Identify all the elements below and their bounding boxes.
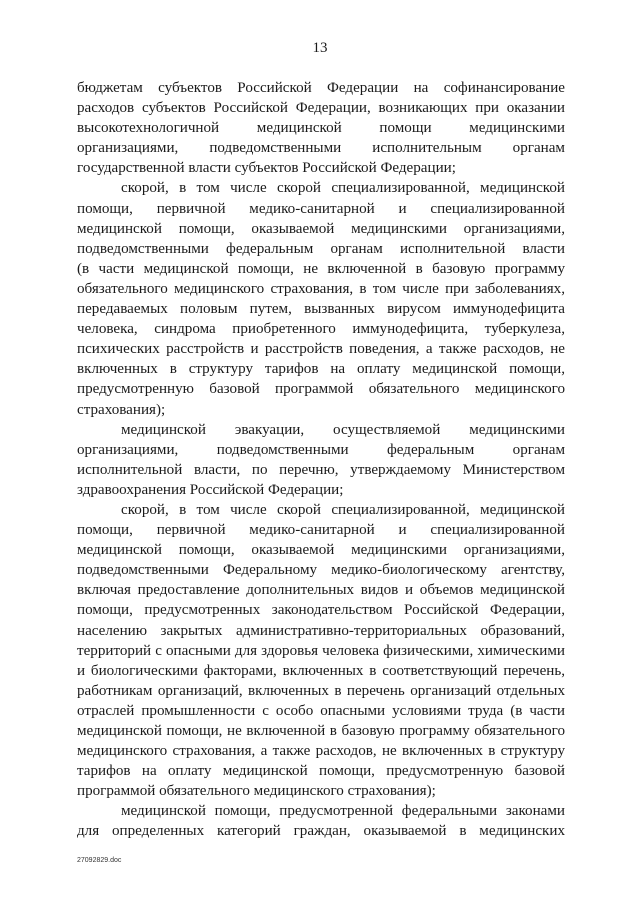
text-line: передаваемых половым путем, вызванных вирусом иммунодефицита	[77, 301, 565, 318]
text-line: бюджетам субъектов Российской Федерации на софинансирование	[77, 80, 565, 96]
text-line: работникам организаций, включенных в перечень организаций отдельных	[77, 682, 565, 699]
text-line: для определенных категорий граждан, оказываемой в медицинских	[77, 823, 565, 840]
text-line: скорой, в том числе скорой специализированной, медицинской	[121, 180, 565, 197]
text-line: тарифов на оплату медицинской помощи, предусмотренную базовой	[77, 763, 565, 780]
text-line: здравоохранения Российской Федерации;	[77, 481, 344, 498]
text-line: отраслей промышленности с особо опасными условиями труда (в части	[77, 702, 565, 719]
text-line: высокотехнологичной медицинской помощи медицинскими	[77, 120, 565, 137]
text-line: включенных в структуру тарифов на оплату медицинской помощи,	[77, 361, 565, 378]
text-line: медицинской помощи, предусмотренной федеральными законами	[121, 803, 565, 820]
text-line: включая предоставление дополнительных видов и объемов медицинской	[77, 582, 565, 599]
text-line: скорой, в том числе скорой специализированной, медицинской	[121, 501, 565, 518]
text-line: и биологическими факторами, включенных в соответствующий перечень,	[77, 662, 565, 679]
text-line: государственной власти субъектов Российской Федерации;	[77, 160, 456, 177]
text-line: человека, синдрома приобретенного иммунодефицита, туберкулеза,	[77, 321, 565, 338]
page-number: 13	[312, 40, 328, 56]
text-line: подведомственными Федеральному медико-биологическому агентству,	[77, 562, 565, 579]
text-line: программой обязательного медицинского страхования);	[77, 783, 436, 800]
text-line: организациями, подведомственными исполнительным органам	[77, 140, 565, 157]
text-line: территорий с опасными для здоровья человека физическими, химическими	[77, 642, 565, 659]
text-line: медицинского страхования, а также расходов, не включенных в структуру	[77, 743, 565, 760]
text-line: (в части медицинской помощи, не включенной в базовую программу	[77, 260, 565, 277]
text-line: медицинской помощи, не включенной в базовую программу обязательного	[77, 723, 565, 739]
text-line: организациями, подведомственными федеральным органам	[77, 441, 565, 458]
text-line: исполнительной власти, по перечню, утверждаемому Министерством	[77, 461, 565, 478]
text-line: предусмотренную базовой программой обязательного медицинского	[77, 381, 565, 398]
text-line: населению закрытых административно-территориальных образований,	[77, 622, 565, 639]
text-line: помощи, предусмотренных законодательством Российской Федерации,	[77, 602, 565, 619]
text-line: медицинской помощи, оказываемой медицинскими организациями,	[77, 220, 565, 237]
text-line: обязательного медицинского страхования, в том числе при заболеваниях,	[77, 280, 565, 297]
body-text	[77, 78, 565, 842]
text-line: психических расстройств и расстройств поведения, а также расходов, не	[77, 341, 565, 358]
text-line: медицинской помощи, оказываемой медицинскими организациями,	[77, 542, 565, 559]
text-line: помощи, первичной медико-санитарной и специализированной	[77, 522, 565, 539]
text-line: расходов субъектов Российской Федерации, возникающих при оказании	[77, 100, 565, 117]
text-line: страхования);	[77, 401, 166, 418]
text-line: подведомственными федеральным органам исполнительной власти	[77, 240, 565, 257]
text-line: медицинской эвакуации, осуществляемой медицинскими	[121, 421, 565, 438]
file-name-footer: 27092829.doc	[77, 857, 122, 864]
text-line: помощи, первичной медико-санитарной и специализированной	[77, 200, 565, 217]
